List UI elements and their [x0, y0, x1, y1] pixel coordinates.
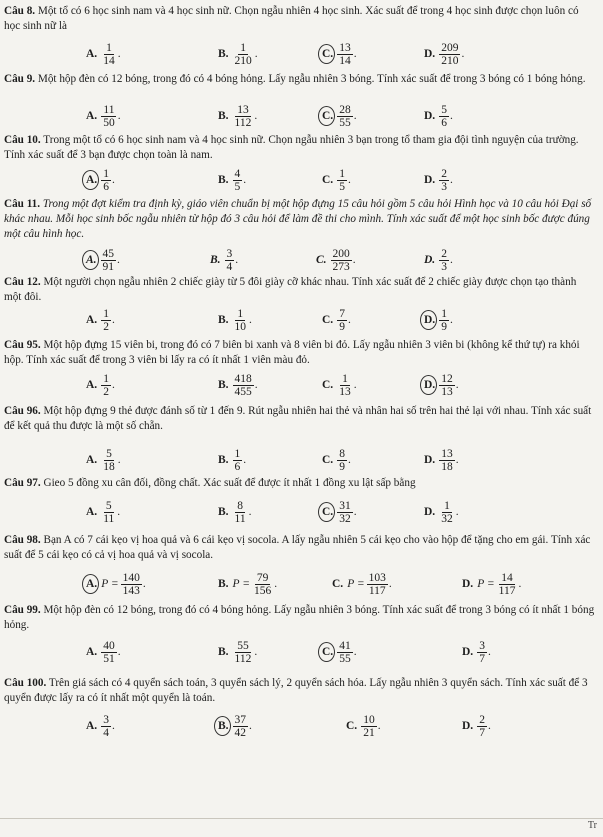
option-b[interactable]: B. $\frac{4}{5}$ . — [218, 167, 247, 193]
option-d[interactable]: D. $\frac{209}{210}$ . — [424, 41, 465, 67]
question-98 — [4, 533, 596, 563]
option-d[interactable]: D. $\frac{1}{32}$ . — [424, 499, 459, 525]
option-a[interactable]: A. $\frac{1}{14}$ . — [86, 41, 121, 67]
options-q12 — [0, 306, 600, 334]
option-c[interactable]: C. $\frac{200}{273}$ . — [316, 247, 356, 273]
page-bottom-divider — [0, 818, 603, 819]
question-12 — [4, 275, 596, 305]
question-text: Câu 10. Trong một tổ có 6 học sinh nam và 4 học sinh nữ. Chọn ngẫu nhiên 3 bạn trong tổ tham gia đội tình nguyện của trường. Tính xác suất để 3 bạn được chọn toàn là nam. — [4, 134, 579, 161]
option-d[interactable]: D. $\frac{12}{13}$ . — [424, 372, 459, 398]
option-a[interactable]: A. $\frac{1}{2}$ . — [86, 372, 115, 398]
option-c[interactable]: C. $\frac{1}{13}$ . — [322, 372, 357, 398]
option-a[interactable]: A. P = $\frac{140}{143}$ . — [86, 571, 146, 597]
question-text: Câu 99. Một hộp đèn có 12 bóng, trong đó có 4 bóng hỏng. Lấy ngẫu nhiên 3 bóng. Tính xác suất để trong 3 bóng có ít nhất 1 bóng hỏng. — [4, 604, 595, 631]
question-text: Câu 98. Bạn A có 7 cái kẹo vị hoa quả và 6 cái kẹo vị socola. A lấy ngẫu nhiên 5 cái kẹo cho vào hộp để tặng cho em gái. Tính xác suất để 5 cái kẹo có cả vị hoa quả và vị socola. — [4, 534, 591, 561]
option-a[interactable]: A. $\frac{5}{11}$ . — [86, 499, 121, 525]
option-b[interactable]: B. $\frac{55}{112}$ . — [218, 639, 258, 665]
question-96 — [4, 404, 596, 434]
option-d[interactable]: D. $\frac{1}{9}$ . — [424, 307, 453, 333]
question-text: Câu 97. Gieo 5 đồng xu cân đối, đồng chất. Xác suất để được ít nhất 1 đồng xu lật sấp bằng — [4, 477, 416, 489]
option-b[interactable]: B. $\frac{1}{10}$ . — [218, 307, 252, 333]
question-10 — [4, 133, 596, 163]
option-d[interactable]: D. $\frac{5}{6}$ . — [424, 103, 453, 129]
option-b[interactable]: B. P = $\frac{79}{156}$ . — [218, 571, 278, 597]
question-99 — [4, 603, 596, 633]
option-b[interactable]: B. $\frac{3}{4}$ . — [210, 247, 239, 273]
question-text: Câu 8. Một tổ có 6 học sinh nam và 4 học sinh nữ. Chọn ngẫu nhiên 4 học sinh. Xác suất để trong 4 học sinh được chọn luôn có học sinh nữ là — [4, 5, 579, 32]
options-q10 — [0, 166, 600, 194]
question-100 — [4, 676, 596, 706]
option-b[interactable]: B. $\frac{8}{11}$ . — [218, 499, 252, 525]
question-text: Câu 11. Trong một đợt kiểm tra định kỳ, giáo viên chuẩn bị một hộp đựng 15 câu hỏi gồm 5 câu hỏi Hình học và 10 câu hỏi Đại số khác nhau. Mỗi học sinh bốc ngẫu nhiên từ hộp đó 3 câu hỏi để làm đề thi cho mình. Tính xác suất để một học sinh bốc được đúng một câu hình học. — [4, 198, 592, 240]
option-d[interactable]: D. $\frac{3}{7}$ . — [462, 639, 491, 665]
options-q8 — [0, 40, 600, 68]
option-a[interactable]: A. $\frac{5}{18}$ . — [86, 447, 121, 473]
option-a[interactable]: A. $\frac{1}{6}$ . — [86, 167, 115, 193]
option-a[interactable]: A. $\frac{45}{91}$ . — [86, 247, 120, 273]
question-97 — [4, 476, 596, 491]
option-c[interactable]: C. $\frac{7}{9}$ . — [322, 307, 351, 333]
options-q96 — [0, 446, 600, 474]
options-q97 — [0, 498, 600, 526]
option-a[interactable]: A. $\frac{11}{50}$ . — [86, 103, 121, 129]
option-d[interactable]: D. $\frac{2}{3}$ . — [424, 167, 453, 193]
question-text: Câu 100. Trên giá sách có 4 quyển sách toán, 3 quyển sách lý, 2 quyển sách hóa. Lấy ngẫu nhiên 3 quyển sách. Tính xác suất để 3 quyển được lấy ra có ít nhất một quyển là toán. — [4, 677, 588, 704]
option-c[interactable]: C. $\frac{10}{21}$ . — [346, 713, 381, 739]
option-c[interactable]: C. P = $\frac{103}{117}$ . — [332, 571, 392, 597]
option-d[interactable]: D. P = $\frac{14}{117}$ . — [462, 571, 522, 597]
option-b[interactable]: B. $\frac{37}{42}$ . — [218, 713, 252, 739]
page-footer-mark: Tr — [587, 820, 597, 831]
question-11 — [4, 197, 596, 242]
options-q11 — [0, 246, 600, 274]
option-b[interactable]: B. $\frac{1}{6}$ . — [218, 447, 247, 473]
option-d[interactable]: D. $\frac{2}{7}$ . — [462, 713, 491, 739]
option-d[interactable]: D. $\frac{13}{18}$ . — [424, 447, 459, 473]
option-d[interactable]: D. $\frac{2}{3}$ . — [424, 247, 453, 273]
options-q100 — [0, 712, 600, 740]
question-95 — [4, 338, 596, 368]
option-a[interactable]: A. $\frac{3}{4}$ . — [86, 713, 115, 739]
option-c[interactable]: C. $\frac{1}{5}$ . — [322, 167, 351, 193]
options-q99 — [0, 638, 600, 666]
question-text: Câu 95. Một hộp đựng 15 viên bi, trong đó có 7 biên bi xanh và 8 viên bi đỏ. Lấy ngẫu nhiên 3 viên bi (không kể thứ tự) ra khỏi hộp. Tính xác suất để trong 3 viên bi lấy ra có ít nhất 1 viên màu đỏ. — [4, 339, 580, 366]
options-q9 — [0, 102, 600, 130]
option-c[interactable]: C. $\frac{8}{9}$ . — [322, 447, 351, 473]
question-text: Câu 12. Một người chọn ngẫu nhiên 2 chiếc giày từ 5 đôi giày cỡ khác nhau. Tính xác suất để 2 chiếc giày được chọn tạo thành một đôi. — [4, 276, 577, 303]
option-c[interactable]: C. $\frac{41}{55}$ . — [322, 639, 357, 665]
option-a[interactable]: A. $\frac{40}{51}$ . — [86, 639, 121, 665]
option-b[interactable]: B. $\frac{13}{112}$ . — [218, 103, 258, 129]
option-b[interactable]: B. $\frac{1}{210}$ . — [218, 41, 258, 67]
question-8 — [4, 4, 596, 34]
question-text: Câu 9. Một hộp đèn có 12 bóng, trong đó có 4 bóng hỏng. Lấy ngẫu nhiên 3 bóng. Tính xác suất để trong 3 bóng có 1 bóng hỏng. — [4, 73, 586, 85]
options-q98 — [0, 570, 600, 598]
option-c[interactable]: C. $\frac{28}{55}$ . — [322, 103, 357, 129]
option-c[interactable]: C. $\frac{13}{14}$ . — [322, 41, 357, 67]
option-c[interactable]: C. $\frac{31}{32}$ . — [322, 499, 357, 525]
question-9 — [4, 72, 596, 87]
options-q95 — [0, 371, 600, 399]
question-text: Câu 96. Một hộp đựng 9 thẻ được đánh số từ 1 đến 9. Rút ngẫu nhiên hai thẻ và nhân hai số trên hai thẻ lại với nhau. Tính xác suất để kết quả thu được là một số chẵn. — [4, 405, 592, 432]
option-b[interactable]: B. $\frac{418}{455}$ . — [218, 372, 258, 398]
option-a[interactable]: A. $\frac{1}{2}$ . — [86, 307, 115, 333]
